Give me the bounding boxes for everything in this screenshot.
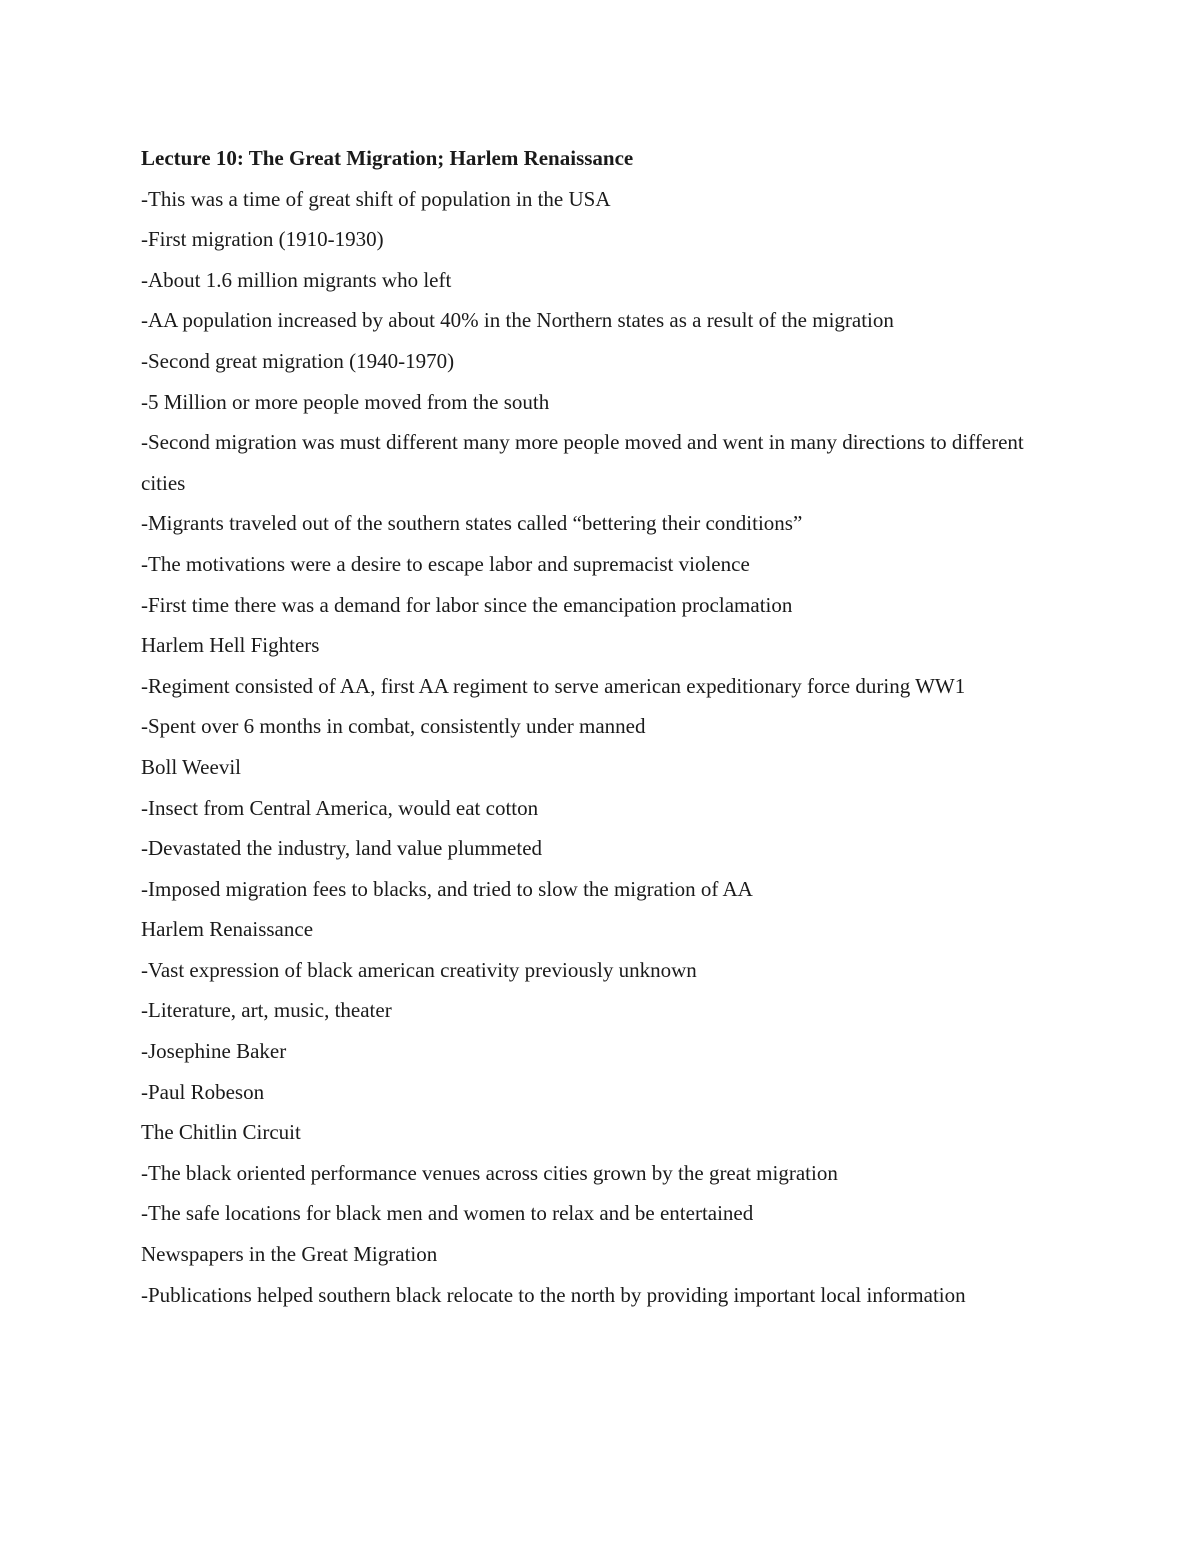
section-heading: Harlem Hell Fighters xyxy=(141,633,320,658)
section-heading: The Chitlin Circuit xyxy=(141,1120,301,1145)
note-line: -The motivations were a desire to escape labor and supremacist violence xyxy=(141,551,750,576)
note-line: -AA population increased by about 40% in the Northern states as a result of the migration xyxy=(141,308,894,333)
note-line: -About 1.6 million migrants who left xyxy=(141,267,452,292)
note-line: -Paul Robeson xyxy=(141,1079,265,1104)
note-line: -First time there was a demand for labor since the emancipation proclamation xyxy=(141,592,793,617)
note-line: -The black oriented performance venues across cities grown by the great migration xyxy=(141,1160,838,1185)
note-line: -Second migration was must different many more people moved and went in many directions to different cities xyxy=(141,430,1024,495)
note-line: -5 Million or more people moved from the south xyxy=(141,389,550,414)
note-line: -Publications helped southern black relocate to the north by providing important local information xyxy=(141,1282,966,1307)
document-title: Lecture 10: The Great Migration; Harlem Renaissance xyxy=(141,146,634,170)
note-line: -Imposed migration fees to blacks, and tried to slow the migration of AA xyxy=(141,876,753,901)
note-line: -Second great migration (1940-1970) xyxy=(141,348,455,373)
section-heading: Harlem Renaissance xyxy=(141,917,314,942)
document-body xyxy=(141,138,1061,1315)
note-line: -This was a time of great shift of population in the USA xyxy=(141,186,611,211)
note-line: -Josephine Baker xyxy=(141,1039,287,1064)
note-line: -Literature, art, music, theater xyxy=(141,998,392,1023)
note-line: -First migration (1910-1930) xyxy=(141,227,384,252)
note-line: -Regiment consisted of AA, first AA regiment to serve american expeditionary force during WW1 xyxy=(141,673,966,698)
note-line: -The safe locations for black men and women to relax and be entertained xyxy=(141,1201,754,1226)
note-line: -Vast expression of black american creativity previously unknown xyxy=(141,957,697,982)
section-heading: Boll Weevil xyxy=(141,754,241,779)
note-line: -Migrants traveled out of the southern states called “bettering their conditions” xyxy=(141,511,803,536)
note-line: -Devastated the industry, land value plummeted xyxy=(141,836,543,861)
note-line: -Spent over 6 months in combat, consistently under manned xyxy=(141,714,646,739)
note-line: -Insect from Central America, would eat cotton xyxy=(141,795,539,820)
section-heading: Newspapers in the Great Migration xyxy=(141,1242,438,1267)
